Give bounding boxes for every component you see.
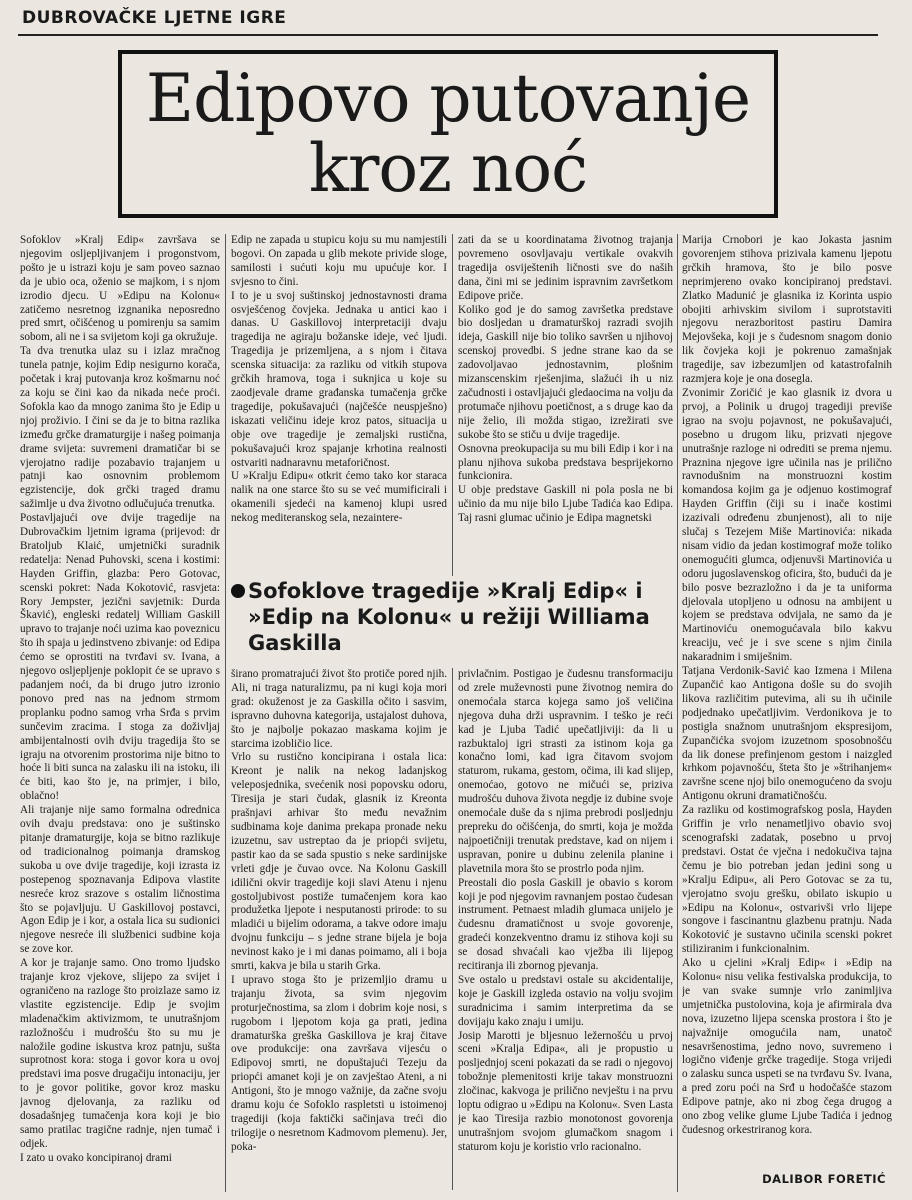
headline-title: Edipovo putovanje kroz noć [145,60,751,207]
section-label: DUBROVAČKE LJETNE IGRE [22,8,287,28]
column-divider [452,234,453,576]
article-column-3-bottom: privlačnim. Postigao je čudesnu transformaciju od zrele muževnosti pune životnog nemira do onemoćala starca kojega samo još veličina njegova duha drži uspravnim. I teško je reći kad je Ljuba Tadić upečatljiviji: da li u razbuktaloj igri strasti za istinom koja ga konačno lomi, kad igra čitavom svojom staturom, rukama, gestom, očima, ili kad slijep, onemoćao, gotovo ne mičući se, priziva mudrošću duhova života negdje iz dubine svoje onemoćale duše da s njima prebrodi posljednju prepreku do očišćenja, do smrti, koja je možda najpoetičniji trenutak predstave, kad on nijem i uspravan, ponire u dubinu zelenila planine i plavetnila mora što se prostrlo poda njim. Preostali dio posla Gaskill je obavio s korom koji je pod njegovim ravnanjem postao čudesan instrument. Petnaest mladih glumaca unijelo je čudesnu dramatičnost u svoje govorenje, gradeći konzekventno dramu iz stihova koji su se dosad shvaćali kao vježba ili lijepog recitiranja ili zbornog pjevanja. Sve ostalo u predstavi ostale su akcidentalije, koje je Gaskill izgleda ostavio na volju svojim suradnicima i samim interpretima da se dovijaju kako znaju i umiju. Josip Marotti je bljesnuo ležernošću u prvoj sceni »Kralja Edipa«, ali je propustio u posljednjoj sceni pokazati da se radi o njegovoj tobožnje plemenitosti krije takav monstruozni zločinac, kakvoga je prilično nevještu i na prvu loptu odigrao u »Edipu na Kolonu«. Sven Lasta je kao Tiresija razbio monotonost govorenja unutrašnjom svojom glumačkom snagom i staturom koju je koristio vrlo racionalno. [458,668,673,1153]
article-column-1: Sofoklov »Kralj Edip« završava se njegovim osljepljivanjem i progonstvom, pošto je u istrazi koju je sam poveo saznao da je ubio oca, oženio se majkom, i s njom izrodio djecu. U »Edipu na Kolonu« zatičemo nesretnog izgnanika neposredno pred smrt, očišćenog u pomirenju sa samim sobom, ali ne i sa svijetom koji ga okružuje. Ta dva trenutka ulaz su i izlaz mračnog tunela patnje, kojim Edip nesigurno korača, početak i kraj putovanja kroz košmarnu noć za koju se čini kao da nikada neće proći. Sofokla kao da mnogo zanima što je Edip u njoj proživio. I čini se da je to bitna razlika između grčke dramaturgije i našeg poimanja drame svijeta: suvremeni dramatičar bi se vjerojatno radije pozabavio trajanjem u patnji kao osnovnim problemom egzistencije, dok grčki traged dramu sažimlje u dva životno odlučujuća trenutka. Postavljajući ove dvije tragedije na Dubrovačkim ljetnim igrama (prijevod: dr Bratoljub Klaić, umjetnički suradnik redatelja: Nenad Puhovski, scena i kostimi: Hayden Griffin, glazba: Pero Gotovac, scenski pokret: Nada Kokotović, rasvjeta: Rory Jempster, jezični savjetnik: Durda Škavić), engleski redatelj William Gaskill upravo to trajanje noći uzima kao poveznicu što ih spaja u jedinstveno zbivanje: od Edipa ćemo se oprostiti na tvrđavi sv. Ivana, a njegovo osljepljenje poklopit će se upravo s padanjem noći, da bi drugo jutro izronio ponovo pred nas na jednom strmom proplanku podno samog vrha Srđa s prvim sunčevim zracima. I stoga za doživljaj ambijentalnosti ovih dviju tragedija što se igraju na otvorenim prostorima nije bitno to hoće li biti sunca na zalasku ili na istoku, ili će biti, kao što je, na primjer, i bilo, oblačno! Ali trajanje nije samo formalna odrednica ovih dvaju predstava: ono je suštinsko pitanje dramaturgije, koja se bitno razlikuje od tradicionalnog poimanja dramskog sukoba u ove dvije tragedije, koji izrasta iz postepenog spoznavanja Edipova vlastite nesreće kroz srazove s ostalim ličnostima što se pojavljuju. U Gaskillovoj postavci, Agon Edip je i kor, a ostala lica su sudionici njegove nesreće ili službenici sudbine koja se zove kor. A kor je trajanje samo. Ono tromo ljudsko trajanje kroz vjekove, slijepo za svijet i ograničeno na razloge što proizlaze samo iz vlastite egzistencije. Edip je svojim mladenačkim aktivizmom, te unutrašnjom razložnošću i mudrošću što su mu je naložile godine iskustva kroz patnju, sušta suprotnost kora: stoga i govor kora u ovoj predstavi ima posve drugačiju intonaciju, jer to je govor politike, govor kroz masku javnog djelovanja, za razliku od dosadašnjeg tumačenja kora koji je bio samo pratilac tragične radnje, njen tumač i odjek. I zato u ovako koncipiranoj drami [20,234,220,1164]
author-byline: DALIBOR FORETIĆ [762,1172,886,1186]
column-divider [677,234,678,1192]
bullet-icon [231,584,245,598]
section-rule [18,34,878,36]
article-column-2-top: Edip ne zapada u stupicu koju su mu namjestili bogovi. On zapada u glib mekote privide sloge, samilosti i sućuti koju mu upućuje kor. I svjesno to čini. I to je u svoj suštinskoj jednostavnosti drama osvješćenog čovjeka. Jednaka u antici kao i danas. U Gaskillovoj interpretaciji dvaju tragedija ne agiraju božanske ideje, već ljudi. Tragedija je prizemljena, a s njom i čitava scenska situacija: za razliku od vitkih stupova grčkih hramova, toga i suknjica u koje su zaodjevale drame građanska tumačenja grčke tragedije, pokušavajući (najčešće neuspješno) iskazati veličinu ideje kroz patos, situacija u obje ove tragedije je zemaljski rustična, pokušavajući kroz spajanje krhotina realnosti ostvariti nadnaravnu metaforičnost. U »Kralju Edipu« otkrit ćemo tako kor staraca nalik na one starce što su se već mumificirali i okamenili sjedeći na kamenoj klupi usred nekog mediteranskog sela, nezaintere- [231,234,447,525]
article-column-3-top: zati da se u koordinatama životnog trajanja povremeno osovljavaju vertikale ovakvih tragedija osviještenih ličnosti sve do naših dana, čini mi se jedinim ispravnim završetkom Edipove priče. Koliko god je do samog završetka predstave bio dosljedan u dramaturškoj razradi svojih ideja, Gaskill nije bio toliko savršen u njihovoj scenskoj provedbi. S jedne strane kao da se zadovoljavao jednostavnim, plošnim mizanscenskim rješenjima, slažući ih u niz začudnosti i ostavljajući gledaocima na volju da protumače njihovu poetičnost, a s druge kao da nije želio, ili možda stigao, izrežirati sve sukobe što se stiču u dvije tragedije. Osnovna preokupacija su mu bili Edip i kor i na planu njihova sukoba predstava besprijekorno funkcionira. U obje predstave Gaskill ni pola posla ne bi učinio da mu nije bilo Ljube Tadića kao Edipa. Taj rasni glumac učinio je Edipa magnetski [458,234,673,525]
column-divider [452,668,453,1190]
article-column-2-bottom: širano promatrajući život što protiče pored njih. Ali, ni traga naturalizmu, pa ni kugi koja mori grad: okuženost je za Gaskilla očito i sasvim, ispravno duhovna kategorija, ustajalost duhova, što je najbolje pokazao maskama kojim je starcima izobličio lice. Vrlo su rustično koncipirana i ostala lica: Kreont je nalik na nekog ladanjskog veleposjednika, svećenik nosi popovsku odoru, Tiresija je stari čudak, glasnik iz Kreonta prašnjavi arhivar što među nevažnim sudbinama koje danima prekapa pronade neku izuzetnu, sav ustreptao da je priopći svijetu, pastir kao da se sada spustio s neke sardinijske vrleti gdje je čuvao ovce. Na Kolonu Gaskill idilični okvir tragedije koji slavi Atenu i njenu gostoljubivost postiže tumačenjem kora kao produžetka ljepote i nesputanosti prirode: to su mladići u bijelim odorama, a takve odore imaju dvojnu funkciju – s jedne strane bijela je boja nevinost kako je i mi danas poimamo, ali i boja smrti, kakva je bila u starih Grka. I upravo stoga što je prizemljio dramu u trajanju života, sa svim njegovim proturječnostima, sa zlom i dobrim koje nosi, s rugobom i ljepotom koja ga prati, jedina dramaturška greška Gaskillova je kraj čitave ove produkcije: ona završava vijesću o Edipovoj smrti, ne dopuštajući Tezeju da priopći amanet koji je on zavještao Ateni, a ni Antigoni, što je mnogo važnije, da začne svoju dramu koju će Sofoklo raspletsti u istoimenoj tragediji (koja faktički sačinjava treći dio trilogije o nesretnom Kadmovom plemenu). Jer, poka- [231,668,447,1153]
column-divider [225,234,226,1192]
subheadline: Sofoklove tragedije »Kralj Edip« i »Edip na Kolonu« u režiji Williama Gaskilla [248,579,650,655]
headline-box [118,50,778,218]
article-column-4: Marija Crnobori je kao Jokasta jasnim govorenjem stihova prizivala kamenu ljepotu grčkih hramova, što je bilo posve neprimjereno ovako koncipiranoj predstavi. Zlatko Madunić je glasnika iz Korinta uspio obojiti arhivskim sivilom i suprotstaviti njegovu nerazboritost pastiru Damira Mejovšeka, koji je s čudesnom snagom donio lik čovjeka koji je pokrenuo zamašnjak tragedije, sav izbezumljen od katastrofalnih razmjera koje je ona dosegla. Zvonimir Zoričić je kao glasnik iz dvora u prvoj, a Polinik u drugoj tragediji previše igrao na svoju pojavnost, ne pokušavajući, posebno u drugom liku, prizvati njegove unutrašnje razloge ni odrediti se prema njemu. Praznina njegove igre učinila nas je prilično ravnodušnim na monstruozni kostim komandosa kojim ga je odjenuo kostimograf Hayden Griffin (čiji su i inače kostimi izazivali određenu zbunjenost), ali to nije slučaj s Tezejem Miše Martinovića: nikada nisam vidio da jedan kostimograf može toliko onemogućiti glumca, odjenuvši Martinovića u odoru jugoslavenskog oficira, što, budući da je bilo posve bezrazložno i da je ta uniforma djelovala utopljeno u odnosu na ambijent u kojem se predstava odvijala, ne samo da je Martinoviću onemogućavala bilo kakvu kreaciju, već je i sve scene s njim činila nakaradnim i smiješnim. Tatjana Verdonik-Savić kao Izmena i Milena Zupančić kao Antigona došle su do svojih likova različitim putevima, ali su ih učinile podjednako upečatljivim. Verdonikova je to postigla snažnom unutrašnjom ekspresijom, Zupančićka svojom izuzetnom sposobnošću da lik donese prefinjenom gestom i naizgled krhkom pojavnošću, šteta što je »štrihanjem« završne scene njoj bilo onemogućeno da svoju Antigonu okruni dramatičnošću. Za razliku od kostimografskog posla, Hayden Griffin je vrlo nenametljivo obavio svoj scenografski zadatak, posebno u prvoj predstavi. Ostat će vječna i nedokučiva tajna čemu je bio potreban jedan jedini song u »Kralju Edipu«, ali Pero Gotovac se za tu, vjerojatno svoju grešku, obilato iskupio u »Edipu na Kolonu«, ostvarivši vrlo lijepe songove i fascinantnu glazbenu pratnju. Nada Kokotović je sustavno učinila scenski pokret stiliziranim i funkcionalnim. Ako u cjelini »Kralj Edip« i »Edip na Kolonu« nisu velika festivalska produkcija, to je van svake sumnje vrlo zanimljiva umjetnička pustolovina, koja je afirmirala dva nova, izuzetno lijepa scenska prostora i što je najvažnije omogućila nam, unatoč nesavršenostima, jedno novo, suvremeno i logično viđenje grčke tragedije. Stoga vrijedi o zalasku sunca uspeti se na tvrđavu Sv. Ivana, a pred zoru poći na Srđ u hodočašće stazom Edipove patnje, ako ni zbog čega drugog a ono zbog velike glume Ljube Tadića i jednog čudesnog orkestriranog kora. [682,234,892,1136]
